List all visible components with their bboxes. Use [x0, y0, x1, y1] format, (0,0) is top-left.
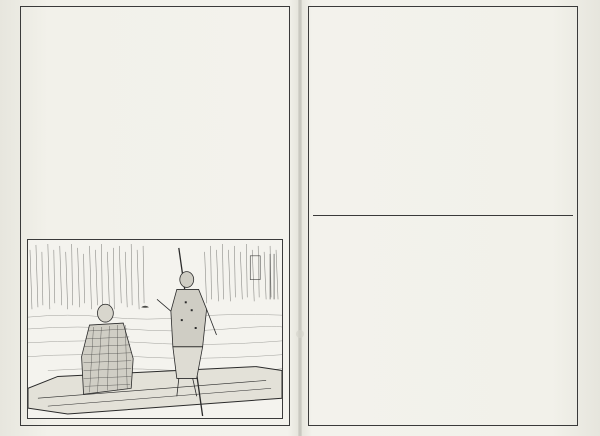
section-divider [313, 215, 573, 216]
right-page [308, 6, 578, 426]
boat-illustration [27, 239, 283, 419]
paper-mark [296, 330, 304, 338]
right-page-text-bottom [315, 221, 571, 417]
book-gutter [298, 0, 302, 436]
left-page [20, 6, 290, 426]
left-page-text [27, 15, 283, 233]
right-page-text-top [315, 15, 571, 213]
illustration-drawing [28, 240, 282, 418]
